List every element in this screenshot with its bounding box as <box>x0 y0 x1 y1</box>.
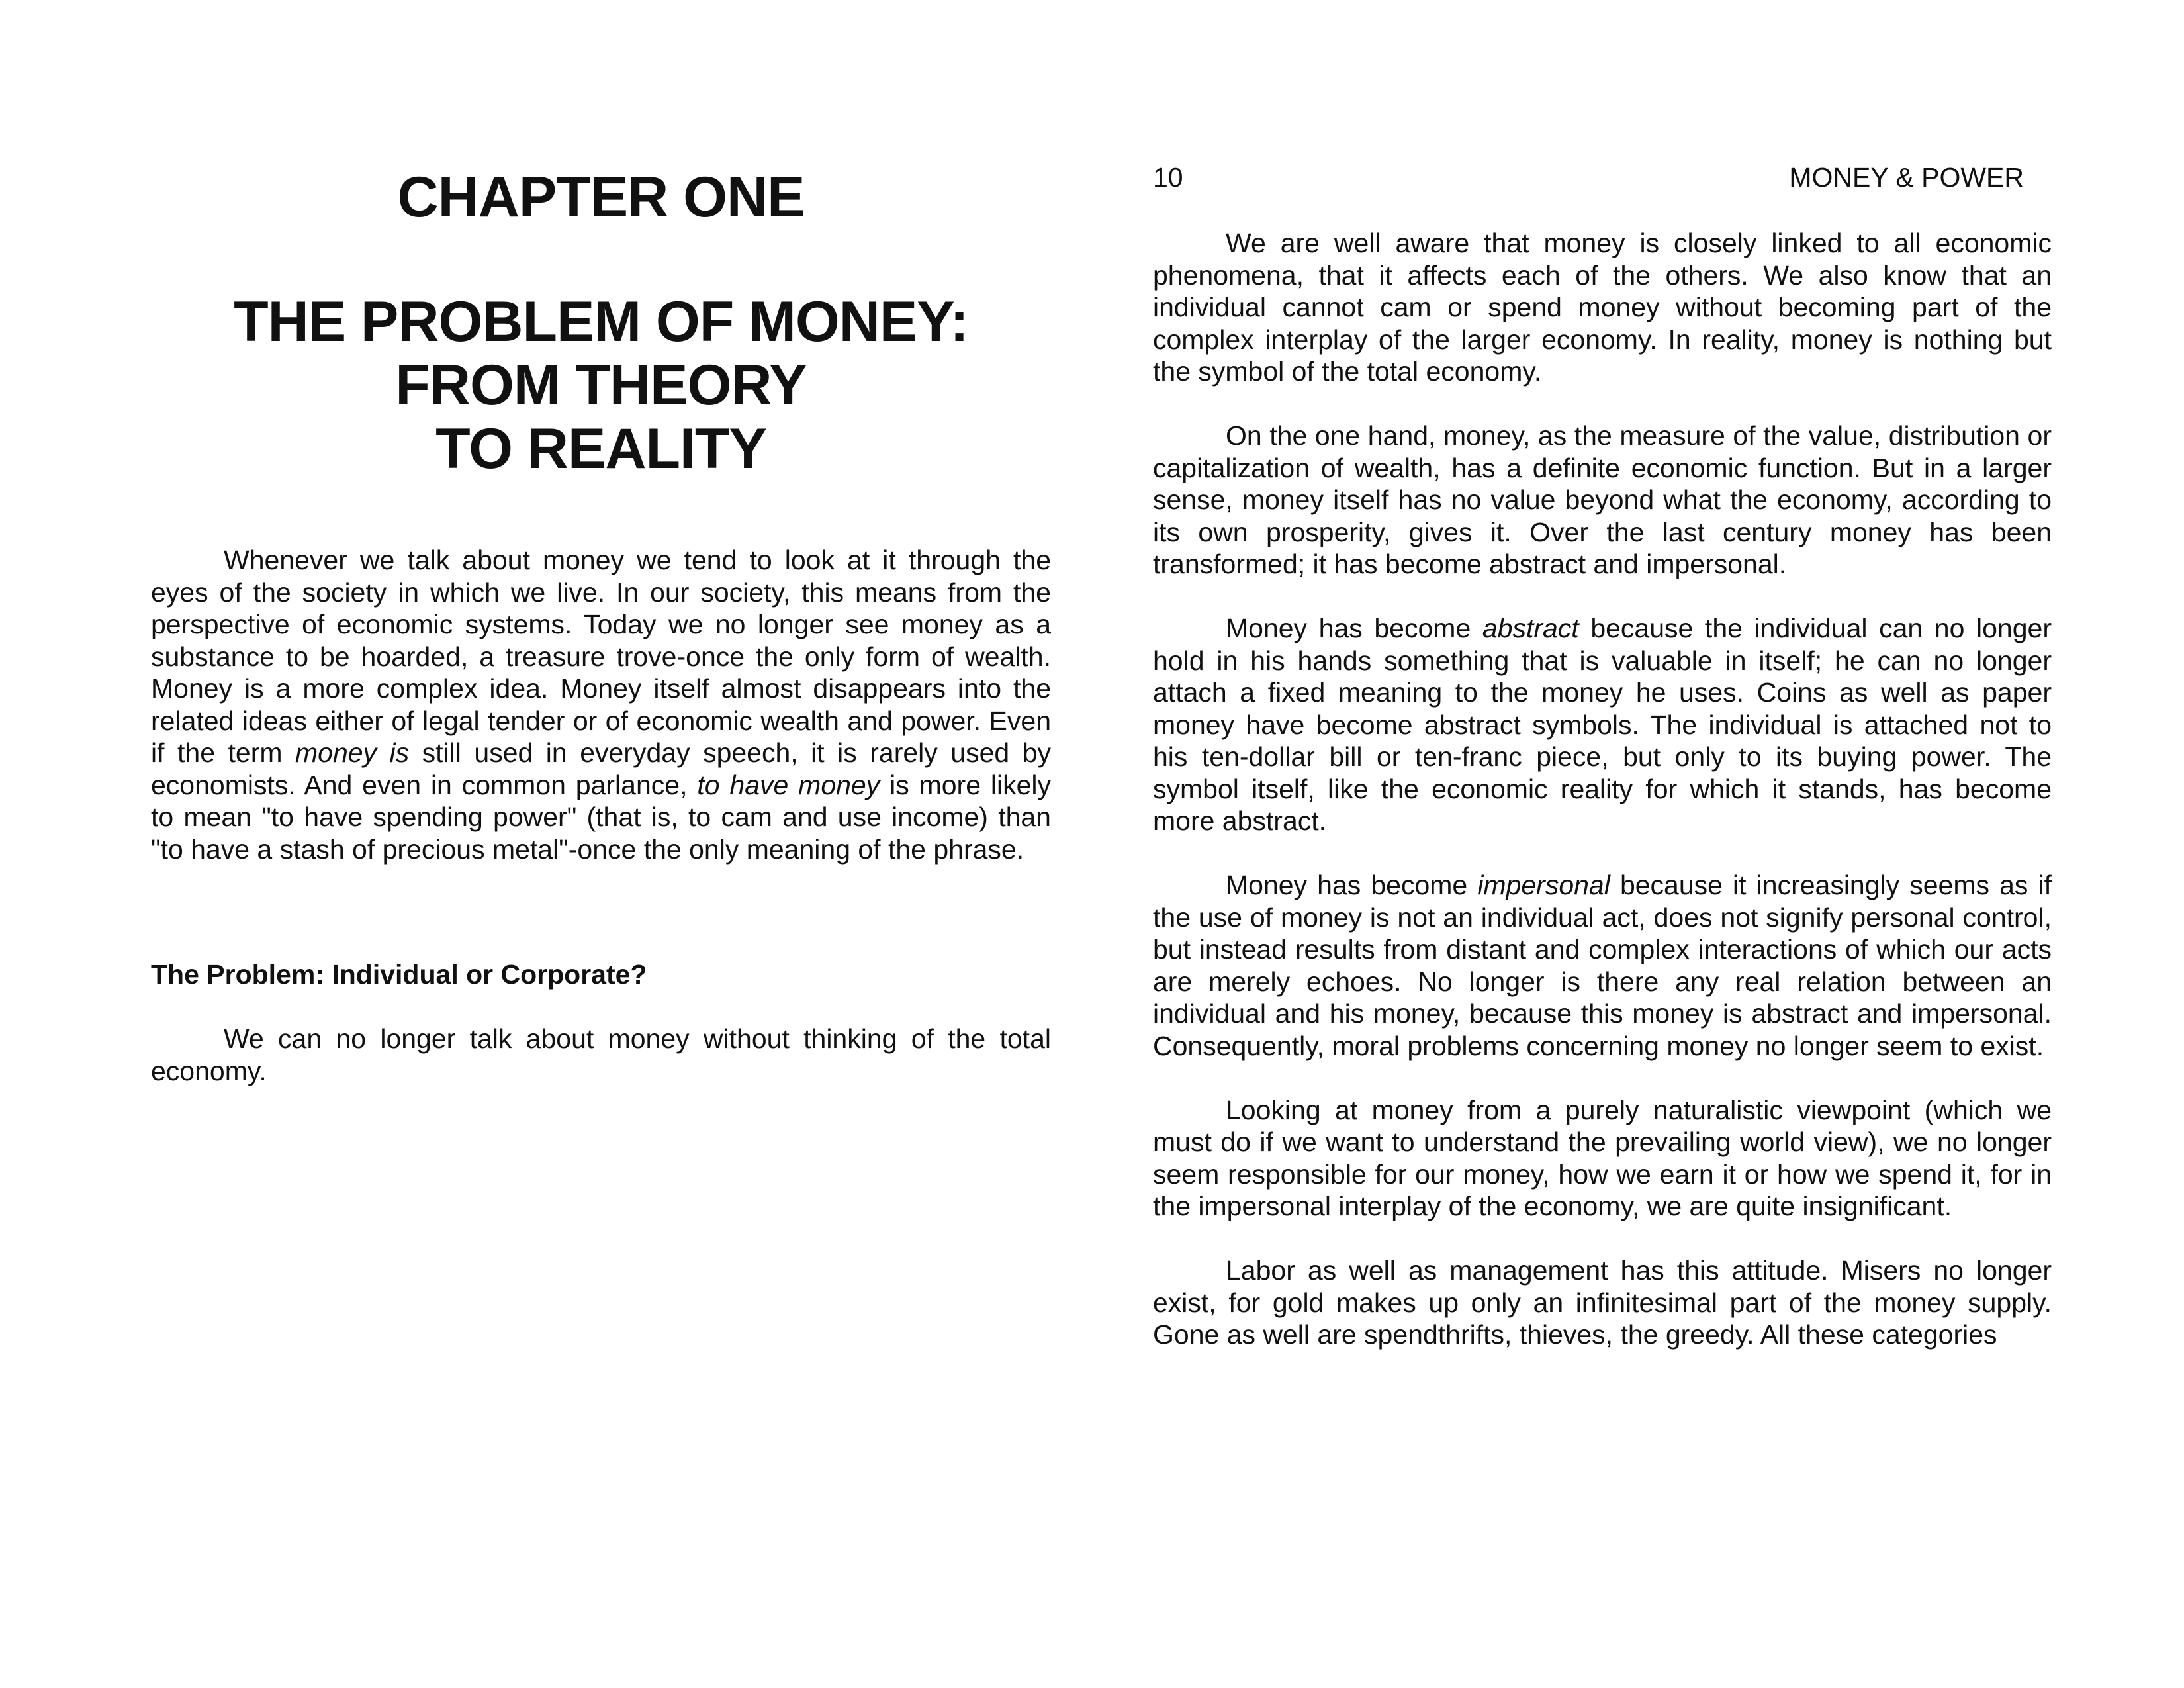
paragraph-3-rest: because the individual can no longer hold in his hands something that is valuable in itself; he can no longer attach a fixed meaning to the money he uses. Coins as well as paper money have become abstract symbols. The individual is attached not to his ten-dollar bill or ten-franc piece, but only to its buying power. The symbol itself, like the economic reality for which it stands, has become more abstract. <box>1153 613 2052 836</box>
paragraph-4 <box>1153 869 2052 1062</box>
page-number: 10 <box>1153 162 1183 193</box>
intro-italic-phrase: money is <box>295 737 410 768</box>
intro-text-part: is more likely to mean "to have spending power" (that is, to cam and use income) than "to have a stash of precious metal"-once the only meaning of the phrase. <box>151 769 1051 865</box>
section-paragraph: We can no longer talk about money without thinking of the total economy. <box>151 1023 1051 1086</box>
intro-paragraph <box>151 544 1051 865</box>
paragraph-2: On the one hand, money, as the measure of the value, distribution or capitalization of wealth, has a definite economic function. But in a larger sense, money itself has no value beyond what the economy, according to its own prosperity, gives it. Over the last century money has been transformed; it has become abstract and impersonal. <box>1153 420 2052 579</box>
right-body <box>1153 227 2052 1383</box>
paragraph-6: Labor as well as management has this attitude. Misers no longer exist, for gold makes up only an infinitesimal part of the money supply. Gone as well are spendthrifts, thieves, the greedy. All these categories <box>1153 1255 2052 1350</box>
section-body <box>151 1023 1051 1119</box>
chapter-title-line: THE PROBLEM OF MONEY: <box>234 290 968 353</box>
chapter-title-line: FROM THEORY <box>395 353 807 417</box>
running-title: MONEY & POWER <box>1789 162 2024 193</box>
intro-text-part: Whenever we talk about money we tend to look at it through the eyes of the society in which we live. In our society, this means from the perspective of economic systems. Today we no longer see money as a substance to be hoarded, a treasure trove-once the only form of wealth. Money is a more complex idea. Money itself almost disappears into the related ideas either of legal tender or of economic wealth and power. Even if the term <box>151 545 1051 768</box>
intro-section <box>151 544 1051 898</box>
section-heading: The Problem: Individual or Corporate? <box>151 959 647 990</box>
paragraph-3-italic: abstract <box>1482 613 1579 643</box>
paragraph-4-rest: because it increasingly seems as if the use of money is not an individual act, does not signify personal control, but instead results from distant and complex interactions of which our acts are merely echoes. No longer is there any real relation between an individual and his money, because this money is abstract and impersonal. Consequently, moral problems concerning money no longer seem to exist. <box>1153 870 2052 1061</box>
paragraph-4-italic: impersonal <box>1477 870 1610 900</box>
intro-italic-phrase: to have money <box>697 769 880 800</box>
paragraph-4-lead: Money has become <box>1226 870 1478 900</box>
right-page <box>1092 0 2184 1688</box>
paragraph-1: We are well aware that money is closely linked to all economic phenomena, that it affects each of the others. We also know that an individual cannot cam or spend money without becoming part of the complex interplay of the larger economy. In reality, money is nothing but the symbol of the total economy. <box>1153 228 2052 387</box>
chapter-title-line: TO REALITY <box>435 417 766 481</box>
chapter-label: CHAPTER ONE <box>397 165 805 229</box>
paragraph-3 <box>1153 612 2052 837</box>
chapter-title <box>151 290 1051 481</box>
paragraph-3-lead: Money has become <box>1226 613 1482 643</box>
intro-text-part: still used in everyday speech, it is rarely used by economists. And even in common parlance, <box>151 737 1052 800</box>
paragraph-5: Looking at money from a purely naturalistic viewpoint (which we must do if we want to understand the prevailing world view), we no longer seem responsible for our money, how we earn it or how we spend it, for in the impersonal interplay of the economy, we are quite insignificant. <box>1153 1094 2052 1221</box>
